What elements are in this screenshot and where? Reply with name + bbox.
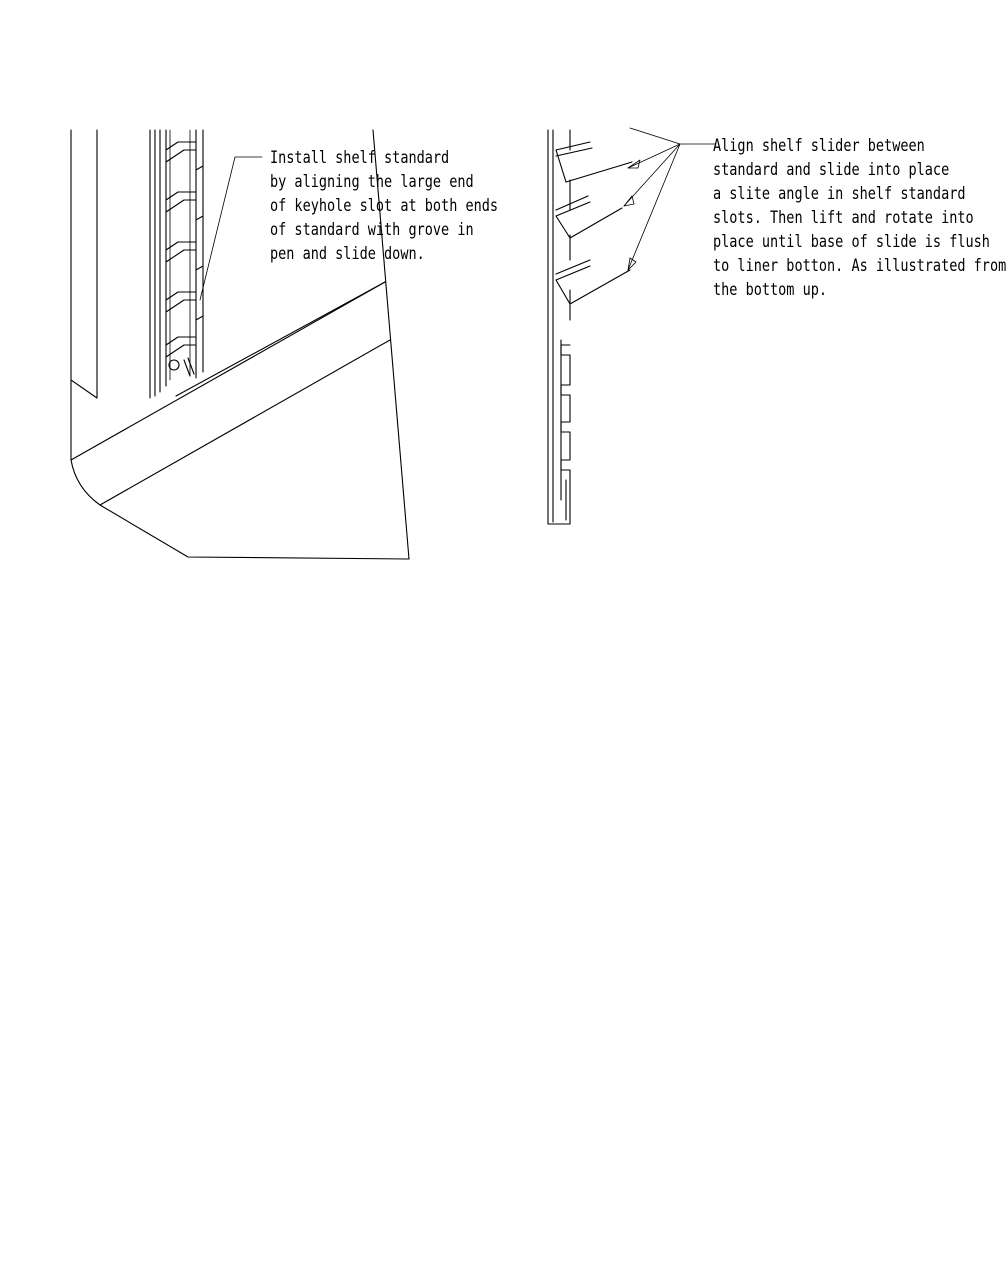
install-standard-note [270, 146, 498, 266]
slider-standard-notches [561, 340, 566, 520]
slider-standard-edge-1 [548, 130, 570, 524]
install-note-line-2: by aligning the large end [270, 172, 474, 191]
align-note-line-5: place until base of slide is flush [713, 232, 990, 251]
slider-standard-profile [561, 130, 570, 524]
align-note-line-6: to liner botton. As illustrated from [713, 256, 1006, 275]
align-arrowheads [624, 160, 640, 270]
install-note-line-4: of standard with grove in [270, 220, 474, 239]
keyhole-screw [169, 360, 179, 370]
align-note-line-2: standard and slide into place [713, 160, 950, 179]
install-note-line-5: pen and slide down. [270, 244, 425, 263]
standard-slots [166, 142, 203, 357]
align-slider-note [713, 134, 1006, 302]
shelf-slider-1 [556, 142, 632, 182]
shelf-slider-2 [556, 196, 622, 238]
install-note-line-1: Install shelf standard [270, 148, 450, 167]
install-note-line-3: of keyhole slot at both ends [270, 196, 499, 215]
shelf-slider-3 [556, 260, 630, 304]
floor-line-3 [176, 282, 385, 396]
align-note-line-4: slots. Then lift and rotate into [713, 208, 974, 227]
shelf-standard [160, 130, 203, 392]
liner-floor-corner [71, 460, 409, 559]
standard-face-lines [170, 130, 190, 380]
align-note-line-7: the bottom up. [713, 280, 828, 299]
floor-line-2 [100, 340, 390, 505]
align-note-line-1: Align shelf slider between [713, 136, 925, 155]
install-leader-line [200, 157, 262, 300]
floor-line-1 [71, 282, 385, 460]
shelf-slider-view [548, 128, 716, 524]
align-slider-note-clip [713, 134, 1006, 304]
align-leader-lines [624, 128, 716, 270]
liner-wall-inner [71, 130, 97, 398]
keyhole-pin [184, 358, 194, 376]
align-note-line-3: a slite angle in shelf standard [713, 184, 966, 203]
